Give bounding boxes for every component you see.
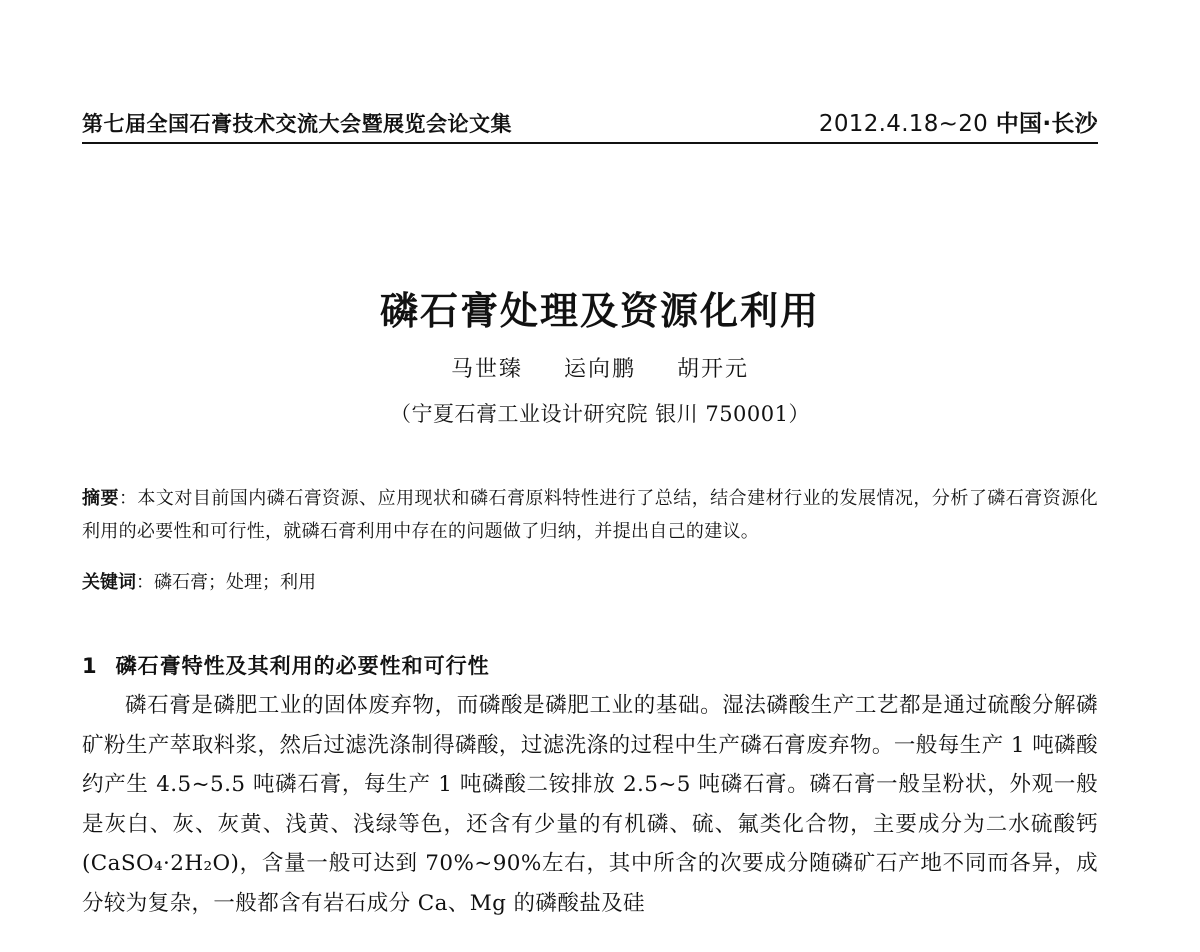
conference-date-location bbox=[819, 105, 1098, 138]
abstract bbox=[82, 482, 1098, 548]
keywords-text: ：磷石膏；处理；利用 bbox=[136, 572, 316, 593]
conference-date: 2012.4.18~20 bbox=[818, 111, 989, 137]
keywords bbox=[82, 568, 1098, 598]
author-list bbox=[0, 352, 1200, 383]
conference-location: 中国·长沙 bbox=[995, 111, 1098, 137]
proceedings-title: 第七届全国石膏技术交流大会暨展览会论文集 bbox=[82, 112, 512, 136]
section-number: 1 bbox=[82, 654, 98, 678]
author-name: 运向鹏 bbox=[563, 357, 636, 382]
keywords-label: 关键词 bbox=[82, 572, 136, 593]
running-header bbox=[82, 104, 1098, 144]
author-affiliation: （宁夏石膏工业设计研究院 银川 750001） bbox=[389, 402, 810, 426]
section-heading bbox=[82, 650, 490, 680]
section-title: 磷石膏特性及其利用的必要性和可行性 bbox=[115, 654, 490, 678]
paper-title: 磷石膏处理及资源化利用 bbox=[379, 289, 820, 333]
author-name: 胡开元 bbox=[677, 357, 750, 382]
abstract-label: 摘要 bbox=[82, 488, 119, 509]
abstract-text: ：本文对目前国内磷石膏资源、应用现状和磷石膏原料特性进行了总结，结合建材行业的发展情况，分析了磷石膏资源化利用的必要性和可行性，就磷石膏利用中存在的问题做了归纳，并提出自己的建议。 bbox=[82, 488, 1098, 542]
body-paragraph: 磷石膏是磷肥工业的固体废弃物，而磷酸是磷肥工业的基础。湿法磷酸生产工艺都是通过硫酸分解磷矿粉生产萃取料浆，然后过滤洗涤制得磷酸，过滤洗涤的过程中生产磷石膏废弃物。一般每生产 1 吨磷酸约产生 4.5~5.5 吨磷石膏，每生产 1 吨磷酸二铵排放 2.5~5 吨磷石膏。磷石膏一般呈粉状，外观一般是灰白、灰、灰黄、浅黄、浅绿等色，还含有少量的有机磷、硫、氟类化合物，主要成分为二水硫酸钙(CaSO₄·2H₂O)，含量一般可达到 70%~90%左右，其中所含的次要成分随磷矿石产地不同而各异，成分较为复杂，一般都含有岩石成分 Ca、Mg 的磷酸盐及硅 bbox=[82, 693, 1098, 916]
author-name: 马世臻 bbox=[450, 357, 523, 382]
